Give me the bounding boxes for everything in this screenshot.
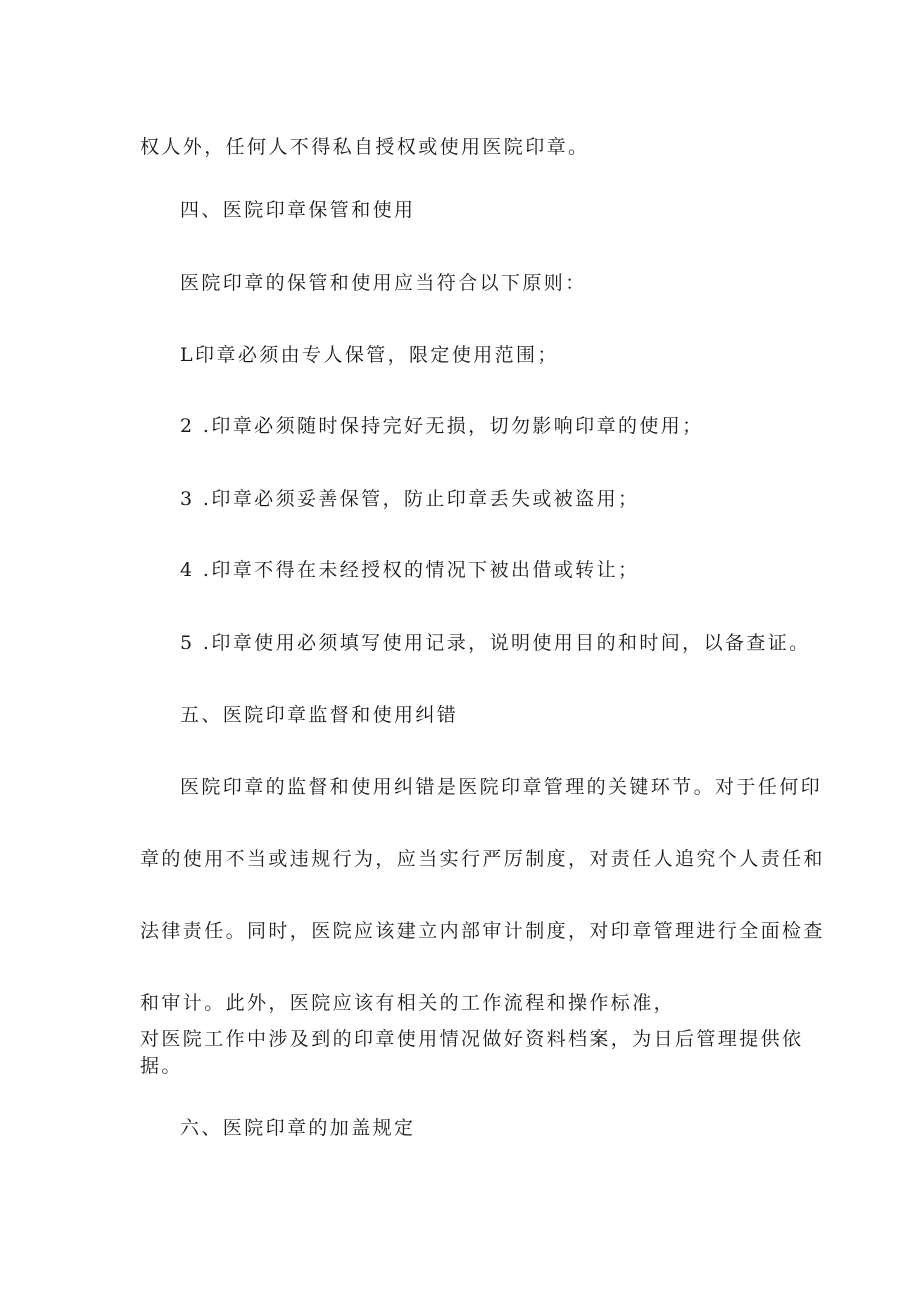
list-item-3: 3 .印章必须妥善保管，防止印章丢失或被盗用； [180, 488, 640, 510]
list-item-5: 5 .印章使用必须填写使用记录，说明使用目的和时间，以备查证。 [180, 632, 811, 654]
paragraph-line: 对医院工作中涉及到的印章使用情况做好资料档案，为日后管理提供依 [140, 1028, 804, 1050]
list-item-2: 2 .印章必须随时保持完好无损，切勿影响印章的使用； [180, 415, 704, 437]
section-heading-6: 六、医院印章的加盖规定 [180, 1117, 416, 1139]
paragraph-line: 据。 [140, 1055, 183, 1077]
paragraph-line: 法律责任。同时，医院应该建立内部审计制度，对印章管理进行全面检查 [140, 920, 825, 942]
paragraph-line: 医院印章的监督和使用纠错是医院印章管理的关键环节。对于任何印 [180, 776, 823, 798]
paragraph-line: 章的使用不当或违规行为，应当实行严厉制度，对责任人追究个人责任和 [140, 848, 825, 870]
list-item-4: 4 .印章不得在未经授权的情况下被出借或转让； [180, 559, 640, 581]
section-heading-5: 五、医院印章监督和使用纠错 [180, 704, 459, 726]
paragraph-continuation: 权人外，任何人不得私自授权或使用医院印章。 [140, 136, 590, 158]
paragraph-line: 和审计。此外，医院应该有相关的工作流程和操作标准， [140, 992, 676, 1014]
paragraph-intro: 医院印章的保管和使用应当符合以下原则： [180, 272, 587, 294]
section-heading-4: 四、医院印章保管和使用 [180, 199, 416, 221]
list-item-1: L印章必须由专人保管，限定使用范围； [180, 344, 559, 366]
